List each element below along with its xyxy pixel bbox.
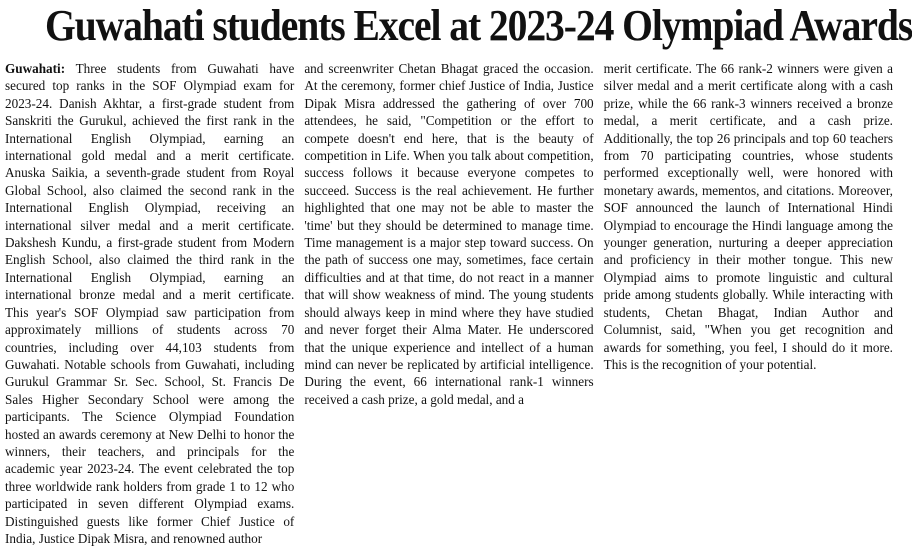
headline: Guwahati students Excel at 2023-24 Olympiad Awards — [45, 1, 912, 50]
article-body — [5, 60, 893, 546]
column-1-text: Three students from Guwahati have secured top ranks in the SOF Olympiad exam for 2023-24. Danish Akhtar, a first-grade student from Sanskriti the Gurukul, achieved the first rank in the International English Olympiad, earning an international gold medal and a merit certificate. Anuska Saikia, a seventh-grade student from Royal Global School, also claimed the second rank in the International English Olympiad, receiving an international silver medal and a merit certificate. Dakshesh Kundu, a first-grade student from Modern English School, also claimed the third rank in the International English Olympiad, earning an international bronze medal and a merit certificate. This year's SOF Olympiad saw participation from approximately millions of students across 70 countries, including over 44,103 students from Guwahati. Notable schools from Guwahati, including Gurukul Grammar Sr. Sec. School, St. Francis De Sales Higher Secondary School were among the participants. The Science Olympiad Foundation hosted an awards ceremony at New Delhi to honor the winners, their teachers, and principals for the academic year 2023-24. The event celebrated the top three worldwide rank holders from grade 1 to 12 who participated in seven different Olympiad exams. Distinguished guests like former Chief Justice of India, Justice Dipak Misra, and renowned author — [5, 61, 295, 546]
article-column-3 — [604, 60, 893, 486]
paragraph-1 — [5, 60, 294, 547]
dateline: Guwahati: — [5, 61, 66, 76]
column-3-text: merit certificate. The 66 rank-2 winners were given a silver medal and a merit certificate along with a cash prize, while the 66 rank-3 winners received a bronze medal, a merit certificate, and a cash prize. Additionally, the top 26 principals and top 60 teachers from 70 participating countries, whose students performed exceptionally well, were honored with monetary awards, mementos, and citations. Moreover, SOF announced the launch of International Hindi Olympiad to encourage the Hindi language among the younger generation, nurturing a deeper appreciation and proficiency in their mother tongue. This new Olympiad aims to promote linguistic and cultural pride among students globally. While interacting with students, Chetan Bhagat, Indian Author and Columnist, said, "When you get recognition and awards for something, you feel, I should do it more. This is the recognition of your potential. — [603, 61, 893, 372]
article-column-2 — [304, 60, 593, 486]
article-column-1 — [5, 60, 295, 546]
column-2-text: and screenwriter Chetan Bhagat graced the occasion. At the ceremony, former chief Justice of India, Justice Dipak Misra addressed the gathering of over 700 attendees, he said, "Competition or the effort to compete doesn't end here, that is the beauty of competition in Life. When you talk about competition, success follows it because everyone competes to succeed. Success is the real achievement. He further highlighted that one may not be able to master the 'time' but they should be determined to manage time. Time management is a major step toward success. On the path of success one may, sometimes, face certain difficulties and at that time, do not react in a manner that will show weakness of mind. The young students should always keep in mind where they have studied and never forget their Alma Mater. He underscored that the unique experience and intellect of a human mind can never be replicated by artificial intelligence. During the event, 66 international rank-1 winners received a cash prize, a gold medal, and a — [304, 61, 594, 407]
